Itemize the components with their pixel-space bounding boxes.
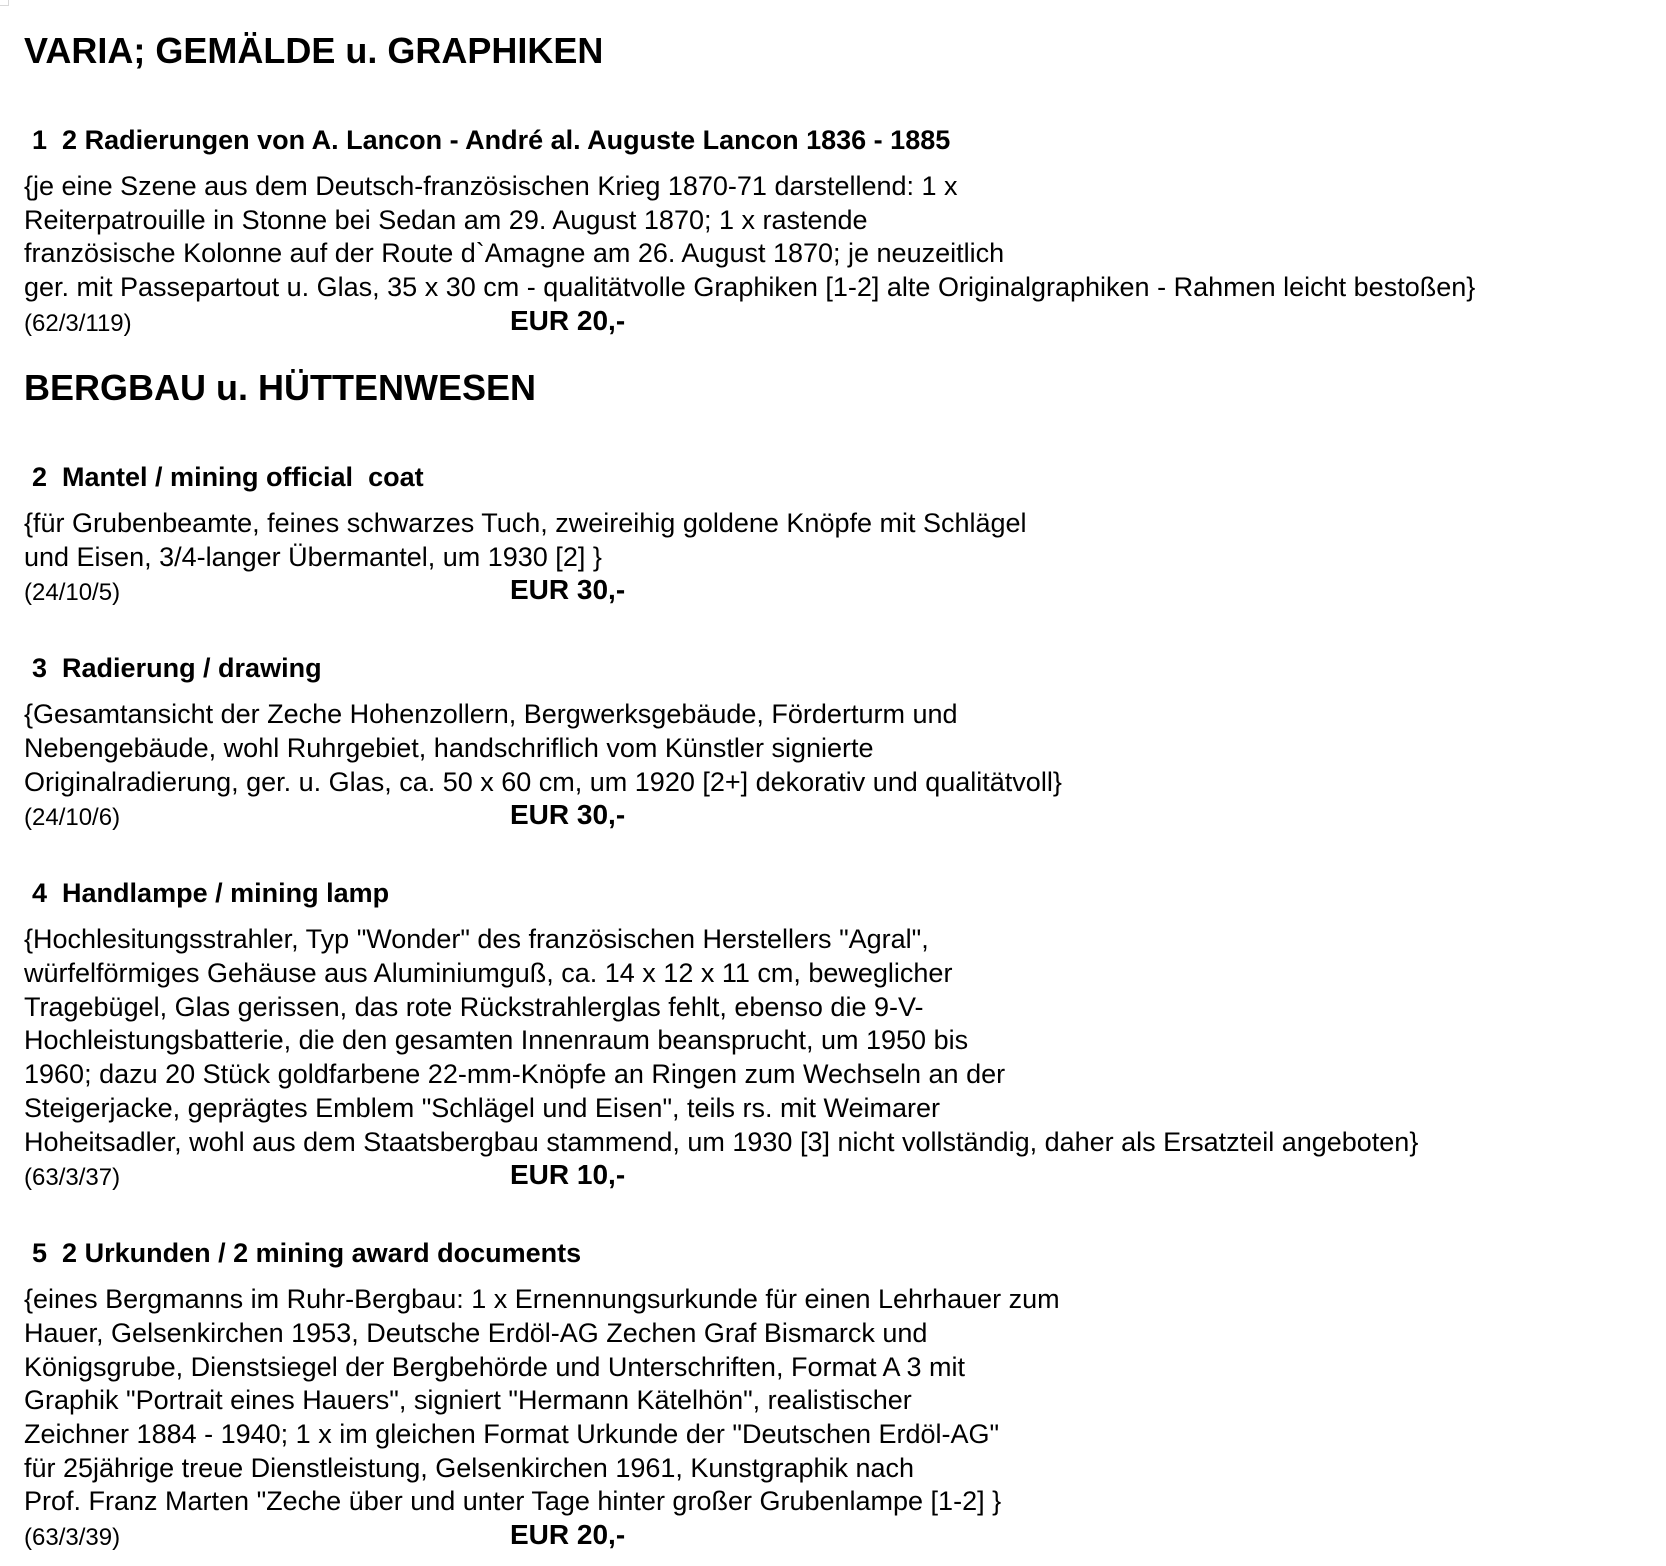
lot-number: 3 — [32, 653, 48, 684]
lot-meta-row — [24, 305, 1654, 337]
description-line: {eines Bergmanns im Ruhr-Bergbau: 1 x Ernennungsurkunde für einen Lehrhauer zum — [24, 1284, 1060, 1315]
description-line: ger. mit Passepartout u. Glas, 35 x 30 cm - qualitätvolle Graphiken [1-2] alte Originalgraphiken - Rahmen leicht bestoßen} — [24, 272, 1476, 303]
description-line: Hauer, Gelsenkirchen 1953, Deutsche Erdöl-AG Zechen Graf Bismarck und — [24, 1317, 928, 1348]
lot-number: 4 — [32, 878, 48, 909]
lot-price: EUR 20,- — [510, 304, 626, 336]
description-line: Originalradierung, ger. u. Glas, ca. 50 x 60 cm, um 1920 [2+] dekorativ und qualitätvoll} — [24, 766, 1062, 797]
lot-meta-row — [24, 799, 1654, 831]
lot-number: 2 — [32, 461, 48, 492]
lot-description — [24, 1283, 1654, 1519]
lot-name: 2 Urkunden / 2 mining award documents — [62, 1238, 582, 1269]
description-line: Königsgrube, Dienstsiegel der Bergbehörde und Unterschriften, Format A 3 mit — [24, 1351, 966, 1382]
description-line: {Gesamtansicht der Zeche Hohenzollern, Bergwerksgebäude, Förderturm und — [24, 699, 958, 730]
lot-3 — [24, 652, 1654, 831]
lot-reference: (24/10/5) — [24, 579, 121, 607]
catalog-page — [24, 30, 1654, 1551]
description-line: französische Kolonne auf der Route d`Amagne am 26. August 1870; je neuzeitlich — [24, 238, 1005, 269]
lot-name: Handlampe / mining lamp — [62, 878, 390, 909]
lot-description — [24, 923, 1654, 1159]
lot-number: 5 — [32, 1238, 48, 1269]
description-line: Reiterpatrouille in Stonne bei Sedan am 29. August 1870; 1 x rastende — [24, 204, 868, 235]
lot-reference: (63/3/39) — [24, 1524, 121, 1552]
description-line: würfelförmiges Gehäuse aus Aluminiumguß, ca. 14 x 12 x 11 cm, beweglicher — [24, 958, 953, 989]
lot-reference: (63/3/37) — [24, 1164, 121, 1192]
lot-reference: (24/10/6) — [24, 804, 121, 832]
lot-title — [24, 877, 1654, 909]
lot-description — [24, 507, 1654, 574]
description-line: Hochleistungsbatterie, die den gesamten Innenraum beansprucht, um 1950 bis — [24, 1025, 969, 1056]
description-line: für 25jährige treue Dienstleistung, Gelsenkirchen 1961, Kunstgraphik nach — [24, 1452, 915, 1483]
lot-number: 1 — [32, 125, 48, 155]
description-line: Prof. Franz Marten "Zeche über und unter Tage hinter großer Grubenlampe [1-2] } — [24, 1486, 1002, 1517]
description-line: {Hochlesitungsstrahler, Typ "Wonder" des französischen Herstellers "Agral", — [24, 924, 929, 955]
description-line: Graphik "Portrait eines Hauers", signiert "Hermann Kätelhön", realistischer — [24, 1385, 912, 1416]
lot-description — [24, 170, 1654, 305]
lot-meta-row — [24, 1159, 1654, 1191]
description-line: Nebengebäude, wohl Ruhrgebiet, handschriflich vom Künstler signierte — [24, 732, 874, 763]
description-line: {je eine Szene aus dem Deutsch-französischen Krieg 1870-71 darstellend: 1 x — [24, 171, 958, 201]
lot-price: EUR 30,- — [510, 799, 626, 831]
lot-description — [24, 698, 1654, 799]
lot-meta-row — [24, 1519, 1654, 1551]
lot-2 — [24, 461, 1654, 606]
lot-title — [24, 124, 1654, 156]
lot-name: Mantel / mining official coat — [62, 461, 424, 492]
lot-5 — [24, 1237, 1654, 1551]
description-line: {für Grubenbeamte, feines schwarzes Tuch, zweireihig goldene Knöpfe mit Schlägel — [24, 507, 1027, 538]
description-line: Steigerjacke, geprägtes Emblem "Schlägel und Eisen", teils rs. mit Weimarer — [24, 1092, 941, 1123]
lot-title — [24, 461, 1654, 493]
lot-title — [24, 652, 1654, 684]
lot-title — [24, 1237, 1654, 1269]
page-corner-mark — [0, 0, 9, 6]
lot-1 — [24, 124, 1654, 337]
section-title-bergbau: BERGBAU u. HÜTTENWESEN — [24, 366, 536, 408]
lot-reference: (62/3/119) — [24, 309, 132, 337]
lot-4 — [24, 877, 1654, 1191]
description-line: 1960; dazu 20 Stück goldfarbene 22-mm-Knöpfe an Ringen zum Wechseln an der — [24, 1059, 1006, 1090]
description-line: Hoheitsadler, wohl aus dem Staatsbergbau stammend, um 1930 [3] nicht vollständig, daher als Ersatzteil angeboten} — [24, 1126, 1419, 1157]
description-line: Tragebügel, Glas gerissen, das rote Rückstrahlerglas fehlt, ebenso die 9-V- — [24, 991, 924, 1022]
lot-name: Radierung / drawing — [62, 653, 322, 684]
lot-name: 2 Radierungen von A. Lancon - André al. Auguste Lancon 1836 - 1885 — [62, 125, 951, 155]
lot-price: EUR 10,- — [510, 1159, 626, 1191]
description-line: und Eisen, 3/4-langer Übermantel, um 1930 [2] } — [24, 541, 602, 572]
lot-meta-row — [24, 574, 1654, 606]
section-title-varia: VARIA; GEMÄLDE u. GRAPHIKEN — [24, 30, 604, 71]
lot-price: EUR 20,- — [510, 1519, 626, 1551]
description-line: Zeichner 1884 - 1940; 1 x im gleichen Format Urkunde der "Deutschen Erdöl-AG" — [24, 1419, 1000, 1450]
lot-price: EUR 30,- — [510, 574, 626, 606]
